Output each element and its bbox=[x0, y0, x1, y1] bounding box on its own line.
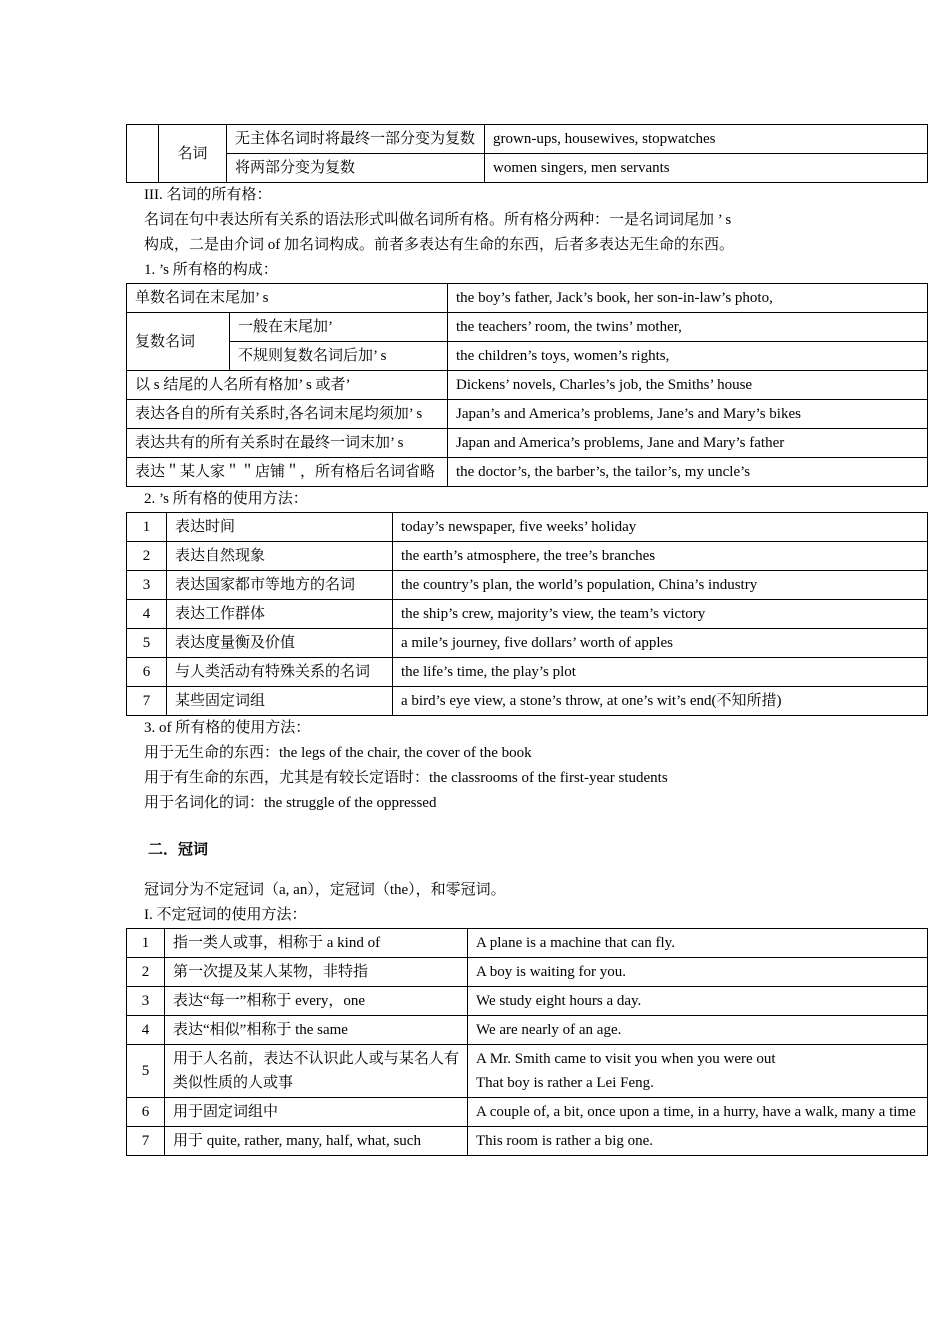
possessive-usage-table bbox=[126, 512, 928, 716]
possessive-formation-table bbox=[126, 283, 928, 487]
rule-cell: 表达共有的所有关系时在最终一词末加’ s bbox=[127, 429, 448, 458]
table-row bbox=[127, 1016, 928, 1045]
example-cell: We study eight hours a day. bbox=[468, 987, 928, 1016]
blank-cell bbox=[127, 125, 159, 183]
table-row bbox=[127, 313, 928, 342]
example-cell bbox=[468, 1045, 928, 1098]
example-cell: Japan’s and America’s problems, Jane’s and Mary’s bikes bbox=[448, 400, 928, 429]
example-cell: the earth’s atmosphere, the tree’s branches bbox=[393, 542, 928, 571]
table-row bbox=[127, 658, 928, 687]
row-number: 2 bbox=[127, 958, 165, 987]
table-row bbox=[127, 513, 928, 542]
example-cell: women singers, men servants bbox=[485, 154, 928, 183]
table-row bbox=[127, 342, 928, 371]
rule-cell: 表达国家都市等地方的名词 bbox=[167, 571, 393, 600]
paragraph: 用于无生命的东西：the legs of the chair, the cover of the book bbox=[144, 745, 532, 761]
table-row bbox=[127, 458, 928, 487]
table-row bbox=[127, 542, 928, 571]
example-cell: grown-ups, housewives, stopwatches bbox=[485, 125, 928, 154]
rule-cell: 表达“每一”相称于 every，one bbox=[165, 987, 468, 1016]
example-cell: a mile’s journey, five dollars’ worth of apples bbox=[393, 629, 928, 658]
row-number: 1 bbox=[127, 929, 165, 958]
table-row bbox=[127, 400, 928, 429]
table-row bbox=[127, 371, 928, 400]
example-cell: a bird’s eye view, a stone’s throw, at one’s wit’s end(不知所措) bbox=[393, 687, 928, 716]
rule-cell: 表达工作群体 bbox=[167, 600, 393, 629]
example-cell: the doctor’s, the barber’s, the tailor’s, my uncle’s bbox=[448, 458, 928, 487]
rule-cell: 某些固定词组 bbox=[167, 687, 393, 716]
rule-cell: 表达自然现象 bbox=[167, 542, 393, 571]
example-cell: This room is rather a big one. bbox=[468, 1127, 928, 1156]
table-row bbox=[127, 600, 928, 629]
rule-cell: 用于固定词组中 bbox=[165, 1098, 468, 1127]
rule-cell: 表达“相似”相称于 the same bbox=[165, 1016, 468, 1045]
plural-label-cell: 复数名词 bbox=[127, 313, 230, 371]
rule-cell: 无主体名词时将最终一部分变为复数 bbox=[227, 125, 485, 154]
example-line: A Mr. Smith came to visit you when you were out bbox=[476, 1051, 776, 1067]
example-line: That boy is rather a Lei Feng. bbox=[476, 1075, 654, 1091]
row-number: 7 bbox=[127, 1127, 165, 1156]
example-cell: A plane is a machine that can fly. bbox=[468, 929, 928, 958]
table-row bbox=[127, 1098, 928, 1127]
row-number: 4 bbox=[127, 1016, 165, 1045]
table-row bbox=[127, 1127, 928, 1156]
rule-cell: 以 s 结尾的人名所有格加’ s 或者’ bbox=[127, 371, 448, 400]
example-cell: Japan and America’s problems, Jane and Mary’s father bbox=[448, 429, 928, 458]
row-number: 1 bbox=[127, 513, 167, 542]
table-row bbox=[127, 629, 928, 658]
document-page bbox=[126, 124, 928, 1156]
example-cell: the boy’s father, Jack’s book, her son-in-law’s photo, bbox=[448, 284, 928, 313]
table-row bbox=[127, 1045, 928, 1098]
rule-cell: 指一类人或事，相称于 a kind of bbox=[165, 929, 468, 958]
table-row bbox=[127, 987, 928, 1016]
indefinite-article-table bbox=[126, 928, 928, 1156]
table-row bbox=[127, 929, 928, 958]
table-row bbox=[127, 571, 928, 600]
table-row bbox=[127, 429, 928, 458]
row-number: 2 bbox=[127, 542, 167, 571]
example-cell: the children’s toys, women’s rights, bbox=[448, 342, 928, 371]
rule-cell: 第一次提及某人某物，非特指 bbox=[165, 958, 468, 987]
subheading: 1. ’s 所有格的构成： bbox=[144, 262, 278, 278]
paragraph: 用于名词化的词：the struggle of the oppressed bbox=[144, 795, 437, 811]
row-number: 4 bbox=[127, 600, 167, 629]
rule-cell: 表达度量衡及价值 bbox=[167, 629, 393, 658]
rule-cell: 不规则复数名词后加’ s bbox=[230, 342, 448, 371]
rule-cell: 单数名词在末尾加’ s bbox=[127, 284, 448, 313]
paragraph: 名词在句中表达所有关系的语法形式叫做名词所有格。所有格分两种：一是名词词尾加 ’ s bbox=[144, 212, 732, 228]
row-number: 3 bbox=[127, 987, 165, 1016]
example-cell: A couple of, a bit, once upon a time, in a hurry, have a walk, many a time bbox=[468, 1098, 928, 1127]
example-cell: the country’s plan, the world’s population, China’s industry bbox=[393, 571, 928, 600]
category-cell: 名词 bbox=[159, 125, 227, 183]
rule-cell: 表达＂某人家＂＂店铺＂，所有格后名词省略 bbox=[127, 458, 448, 487]
paragraph: 构成，二是由介词 of 加名词构成。前者多表达有生命的东西，后者多表达无生命的东西。 bbox=[144, 237, 734, 253]
table-row bbox=[127, 687, 928, 716]
example-cell: the life’s time, the play’s plot bbox=[393, 658, 928, 687]
rule-cell: 将两部分变为复数 bbox=[227, 154, 485, 183]
paragraph: 用于有生命的东西，尤其是有较长定语时：the classrooms of the first-year students bbox=[144, 770, 668, 786]
example-cell: A boy is waiting for you. bbox=[468, 958, 928, 987]
row-number: 3 bbox=[127, 571, 167, 600]
subheading: I. 不定冠词的使用方法： bbox=[144, 907, 307, 923]
row-number: 5 bbox=[127, 1045, 165, 1098]
row-number: 7 bbox=[127, 687, 167, 716]
rule-cell: 一般在末尾加’ bbox=[230, 313, 448, 342]
subheading: 3. of 所有格的使用方法： bbox=[144, 720, 311, 736]
example-cell: the teachers’ room, the twins’ mother, bbox=[448, 313, 928, 342]
row-number: 6 bbox=[127, 658, 167, 687]
rule-cell: 表达各自的所有关系时,各名词末尾均须加’ s bbox=[127, 400, 448, 429]
rule-cell: 用于 quite, rather, many, half, what, such bbox=[165, 1127, 468, 1156]
row-number: 6 bbox=[127, 1098, 165, 1127]
paragraph: 冠词分为不定冠词（a, an），定冠词（the），和零冠词。 bbox=[144, 882, 506, 898]
section-title: 二．冠词 bbox=[148, 842, 209, 858]
table-row bbox=[127, 958, 928, 987]
compound-plural-table bbox=[126, 124, 928, 183]
example-cell: Dickens’ novels, Charles’s job, the Smiths’ house bbox=[448, 371, 928, 400]
table-row bbox=[127, 284, 928, 313]
example-cell: today’s newspaper, five weeks’ holiday bbox=[393, 513, 928, 542]
rule-cell: 表达时间 bbox=[167, 513, 393, 542]
section-heading: III. 名词的所有格： bbox=[144, 187, 272, 203]
example-cell: the ship’s crew, majority’s view, the team’s victory bbox=[393, 600, 928, 629]
row-number: 5 bbox=[127, 629, 167, 658]
example-cell: We are nearly of an age. bbox=[468, 1016, 928, 1045]
rule-cell: 与人类活动有特殊关系的名词 bbox=[167, 658, 393, 687]
rule-cell: 用于人名前，表达不认识此人或与某名人有类似性质的人或事 bbox=[165, 1045, 468, 1098]
subheading: 2. ’s 所有格的使用方法： bbox=[144, 491, 308, 507]
